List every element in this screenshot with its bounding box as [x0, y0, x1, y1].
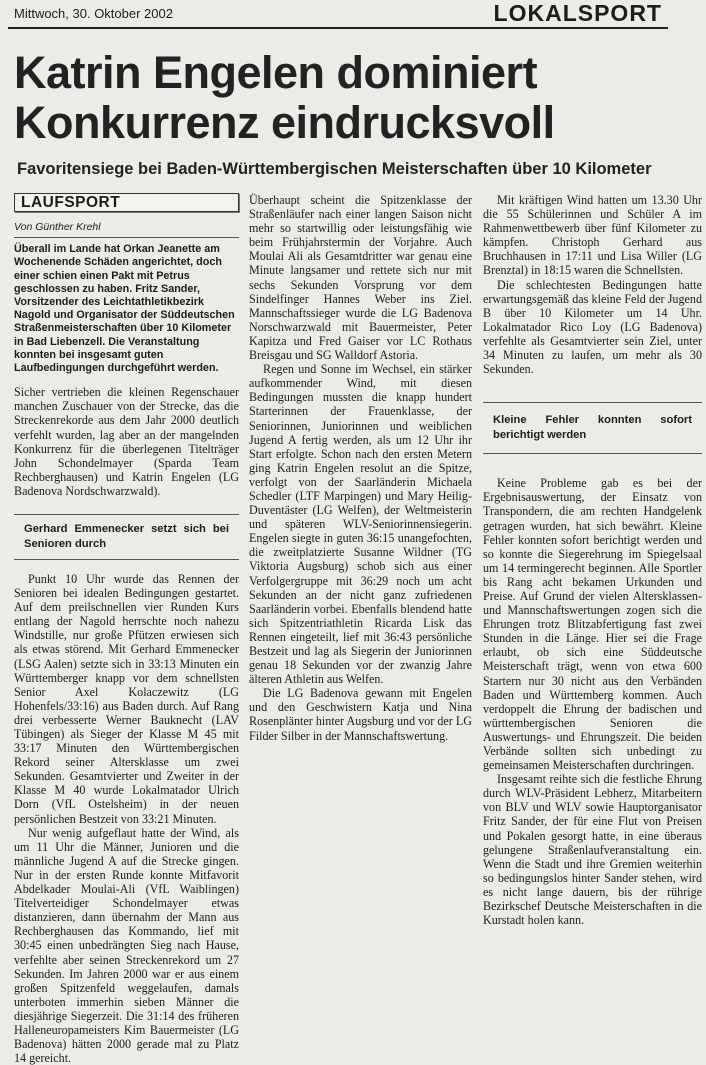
lead-paragraph: Überall im Lande hat Orkan Jeanette am Wochenende Schäden angerichtet, doch einer schien einen Pakt mit Petrus geschlossen zu haben. Fritz Sander, Vorsitzender des Leichtathletikbezirk Nagold und Organisator der Süddeutschen Straßenmeisterschaften über 10 Kilometer in Bad Liebenzell. Die Veranstaltung konnten bei insgesamt guten Laufbedingungen durchgeführt werden.: [14, 243, 235, 375]
column-1: [14, 193, 239, 1065]
header-rule: [8, 27, 668, 29]
body-paragraph: Sicher vertrieben die kleinen Regenschauer manchen Zuschauer von der Strecke, das die Streckenrekorde aus dem Jahr 2000 deutlich verfehlt wurden, lag aber an der mangelnden Konkurrenz für die überlegenen Titelträger John Schondelmayer (Sparda Team Rechberghausen) und Katrin Engelen (LG Badenova Nordschwarzwald).: [14, 385, 239, 498]
body-paragraph: Überhaupt scheint die Spitzenklasse der Straßenläufer nach einer langen Saison nicht mehr so startwillig oder leistungsfähig wie beim Frühjahrstermin der Vorjahre. Auch Moulai Ali als Gesamtdritter war genau eine Minute langsamer und rettete sich nur mit sechs Sekunden Vorsprung vor dem Sindelfinger Hannes Weber ins Ziel. Mannschaftssieger wurde die LG Badenova Norschwarzwald mit Bauermeister, Peter Kapitza und Fred Gaiser vor LC Rothaus Breisgau und SG Walldorf Astoria.: [249, 193, 472, 363]
headline: [14, 48, 674, 148]
section-title: LOKALSPORT: [493, 0, 662, 26]
column-3: [483, 193, 702, 927]
body-paragraph: Regen und Sonne im Wechsel, ein stärker aufkommender Wind, mit diesen Bedingungen mussten die knapp hundert Starterinnen der Frauenklasse, der Seniorinnen, Juniorinnen und weiblichen Jugend A fertig werden, als um 12 Uhr ihr Start erfolgte. Schon nach den ersten Metern ging Katrin Engelen resolut an die Spitze, verfolgt von der Saarländerin Michaela Schedler (LTF Marpingen) und Mary Heilig-Duventäster (LG Welfen), der Weltmeisterin und späteren WLV-Seniorinnensiegerin. Engelen siegte in guten 36:15 unangefochten, die zweitplatzierte Susanne Wildner (TG Viktoria Augsburg) schob sich aus einer Verfolgergruppe mit 36:29 noch um acht Sekunden an der nicht ganz zufriedenen Saarländerin vorbei. Ebenfalls blendend hatte sich Spitzentriathletin Ricarda Lisk das Rennen eingeteilt, lief mit 36:43 persönliche Bestzeit und lag als Siegerin der Juniorinnen genau 18 Sekunden vor der zwanzig Jahre älteren Athletin aus Welfen.: [249, 362, 472, 687]
issue-date: Mittwoch, 30. Oktober 2002: [14, 6, 173, 21]
column-2: [249, 193, 472, 743]
category-label: LAUFSPORT: [14, 193, 239, 212]
body-paragraph: Die schlechtesten Bedingungen hatte erwartungsgemäß das kleine Feld der Jugend B über 10 Kilometer um 14 Uhr. Lokalmatador Rico Loy (LG Badenova) verfehlte als Gesamtvierter sein Ziel, unter 34 Minuten zu laufen, um mehr als 30 Sekunden.: [483, 277, 702, 377]
body-paragraph: Keine Probleme gab es bei der Ergebnisauswertung, der Einsatz von Transpondern, die am rechten Handgelenk getragen wurden, hat sich bewährt. Kleine Fehler konnten sofort berichtigt werden und so konnte die Siegerehrung im Spiegelsaal um 14 termingerecht beginnen. Alle Sportler bis Rang acht bekamen Urkunden und Preise. Auf Grund der vielen Altersklassen- und Mannschaftswertungen zogen sich die Ehrungen trotz Blitzabfertigung fast zwei Stunden in die Länge. Hier sei die Frage erlaubt, ob sich eine Süddeutsche Meisterschaft trägt, wenn von etwa 600 Startern nur 30 nicht aus den Verbänden Baden und Württemberg kommen. Auch verdoppelt die Ehrung der badischen und württembergischen Senioren die Auswertungs- und Ehrungszeit. Die beiden Verbände sollten sich unbedingt zu gemeinsamen Meisterschaften durchringen.: [483, 476, 702, 773]
intertitle-errors: Kleine Fehler konnten sofort berichtigt werden: [483, 402, 702, 454]
intertitle-seniors: Gerhard Emmenecker setzt sich bei Senioren durch: [14, 514, 239, 560]
subheadline: Favoritensiege bei Baden-Württembergischen Meisterschaften über 10 Kilometer: [17, 160, 652, 178]
body-paragraph: Mit kräftigen Wind hatten um 13.30 Uhr die 55 Schülerinnen und Schüler A im Rahmenwettbewerb über fünf Kilometer zu kämpfen. Christoph Gerhard aus Bruchhausen in 17:11 und Lisa Willer (LG Brenztal) in 18:15 waren die Schnellsten.: [483, 193, 702, 278]
body-paragraph: Die LG Badenova gewann mit Engelen und den Geschwistern Katja und Nina Rosenplänter hinter Augsburg und vor der LG Filder Silber in der Mannschaftswertung.: [249, 686, 472, 743]
headline-line-1: Katrin Engelen dominiert: [14, 47, 538, 98]
headline-line-2: Konkurrenz eindrucksvoll: [14, 97, 555, 148]
body-paragraph: Nur wenig aufgeflaut hatte der Wind, als um 11 Uhr die Männer, Junioren und die männliche Jugend A auf die Strecke gingen. Nur in der ersten Runde konnte Mitfavorit Abdelkader Moulai-Ali (VfL Waiblingen) Titelverteidiger Schondelmayer etwas distanzieren, dann übernahm der Mann aus Rechberghausen das Kommando, lief mit 30:45 einen unbedrängten Sieg nach Hause, verfehlte aber seinen Streckenrekord um 27 Sekunden. Im Jahren 2000 war er aus einem großen Spitzenfeld weggelaufen, damals unterboten immerhin sieben Männer die diesjährige Siegerzeit. Die 31:14 des früheren Halleneuropameisters Kim Bauermeister (LG Badenova) hätten 2000 gerade mal zu Platz 14 gereicht.: [14, 825, 239, 1065]
body-paragraph: Insgesamt reihte sich die festliche Ehrung durch WLV-Präsident Lebherz, Mitarbeitern von BLV und WLV sowie Hauptorganisator Fritz Sander, der für eine Flut von Preisen und Pokalen gesorgt hatte, in eine überaus gelungene Straßenlaufveranstaltung ein. Wenn die Stadt und ihre Gremien weiterhin so bedingungslos hinter Sander stehen, wird es nicht lange dauern, bis der rührige Bezirkschef Deutsche Meisterschaften in die Kurstadt holen kann.: [483, 772, 702, 928]
body-paragraph: Punkt 10 Uhr wurde das Rennen der Senioren bei idealen Bedingungen gestartet. Auf dem preilschnellen vier Runden Kurs entlang der Nagold herrschte noch nahezu Windstille, nur große Pfützen erwiesen sich als etwas störend. Mit Gerhard Emmenecker (LSG Aalen) setzte sich in 33:13 Minuten ein Württemberger knapp vor dem schnellsten Senior Axel Kolaczewitz (LG Hohenfels/33:16) aus Baden durch. Auf Rang drei verbesserte Werner Bauknecht (LAV Tübingen) als Sieger der Klasse M 45 mit 33:17 Minuten den Württembergischen Rekord seiner Altersklasse um zwei Sekunden. Gesamtvierter und Zweiter in der Klasse M 40 wurde Lokalmatador Ulrich Dorn (VfL Ostelsheim) in der neuen persönlichen Bestzeit von 33:21 Minuten.: [14, 571, 239, 826]
byline: Von Günther Krehl: [14, 220, 239, 238]
